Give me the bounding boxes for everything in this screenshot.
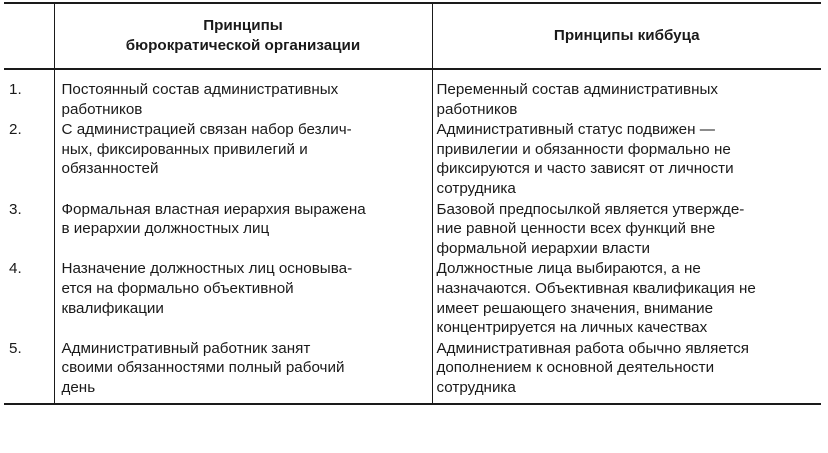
header-number (4, 3, 54, 69)
table-row (4, 199, 821, 259)
bureaucratic-principle-cell: Назначение должностных лиц основыва- ется на формально объективной квалификации (54, 258, 432, 337)
bureaucratic-principle-cell: Постоянный состав административных работников (54, 69, 432, 119)
row-number: 5. (4, 338, 54, 404)
comparison-table (4, 2, 821, 405)
kibbutz-principle-cell: Административный статус подвижен — привилегии и обязанности формально не фиксируются и часто зависят от личности сотрудника (432, 119, 821, 198)
table-row (4, 119, 821, 198)
header-bureaucratic-principles: Принципы бюрократической организации (54, 3, 432, 69)
kibbutz-principle-cell: Должностные лица выбираются, а не назначаются. Объективная квалификация не имеет решающего значения, внимание концентрируется на личных качествах (432, 258, 821, 337)
row-number: 3. (9, 200, 22, 218)
row-number: 1. (9, 81, 22, 98)
table-row (4, 69, 821, 119)
header-kibbutz-principles: Принципы киббуца (432, 3, 821, 69)
kibbutz-principle-cell: Переменный состав административных работников (432, 69, 821, 119)
kibbutz-principle-cell: Базовой предпосылкой является утвержде- ние равной ценности всех функций вне формальной иерархии власти (432, 199, 821, 259)
bureaucratic-principle-cell: Административный работник занят своими обязанностями полный рабочий день (54, 338, 432, 404)
bureaucratic-principle-cell: Формальная властная иерархия выражена в иерархии должностных лиц (54, 199, 432, 259)
table-row (4, 338, 821, 404)
table-body (4, 69, 821, 404)
kibbutz-principle-cell: Административная работа обычно является дополнением к основной деятельности сотрудника (432, 338, 821, 404)
table-header (4, 3, 821, 69)
row-number: 2. (9, 121, 22, 139)
row-number: 4. (9, 260, 22, 278)
header-row (4, 3, 821, 69)
table-row (4, 258, 821, 337)
bureaucratic-principle-cell: С администрацией связан набор безлич- ных, фиксированных привилегий и обязанностей (54, 119, 432, 198)
